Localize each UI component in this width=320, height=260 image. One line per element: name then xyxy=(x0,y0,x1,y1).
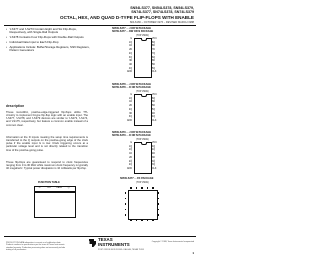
fk-right-pins xyxy=(158,192,160,216)
table-header: CLK xyxy=(46,187,52,189)
pin-label: 1Q xyxy=(128,145,132,148)
pin-label: 7Q xyxy=(152,52,156,55)
left-pin-labels xyxy=(120,94,132,124)
production-data-notice: PRODUCTION DATA information is current as of publication date. Products conform to specifications per the terms of Texas Instruments standard warranty. Production processing does not necessarily include testing of all parameters. xyxy=(6,242,66,251)
feature-item: • Individual Data Input to Each Flip-Flop xyxy=(6,41,92,44)
right-pin-labels xyxy=(152,142,166,172)
pin-label: 3Q̄ xyxy=(152,160,156,163)
pin-label: 6D xyxy=(152,101,155,104)
pin-label: 4D xyxy=(129,63,132,66)
package-label xyxy=(112,28,153,34)
pin-label: 2D xyxy=(129,105,132,108)
pin-label: 5Q xyxy=(152,108,156,111)
pin xyxy=(152,220,154,222)
ic-package-dip20 xyxy=(134,38,152,78)
pin-label: 3Q xyxy=(128,56,132,59)
part-numbers-line2: SN74LS377, SN74LS378, SN74LS379 xyxy=(131,10,194,15)
pin-label: GND xyxy=(126,167,132,170)
package-label-line: SN74LS377 ... DW OR N PACKAGE xyxy=(112,29,154,33)
pin-label: 1Q̄ xyxy=(128,149,132,152)
pin xyxy=(125,192,127,194)
left-pin-labels xyxy=(120,142,132,172)
package-label xyxy=(112,84,151,90)
right-pin-labels xyxy=(152,94,166,124)
pin xyxy=(125,198,127,200)
pin-label: 3Q xyxy=(152,164,156,167)
package-label xyxy=(120,178,153,181)
description-paragraph-3: These flip-flops are guaranteed to respond to clock frequencies ranging from 0 to 30 MHz while maximum clock frequency is typically 40 megahertz. Typical power dissipation is 10 milliwatts per flip-flop. xyxy=(6,161,88,171)
pin xyxy=(130,187,132,189)
header-rule xyxy=(4,25,196,26)
pin-label: 1D xyxy=(129,101,132,104)
pin-label: 2Q xyxy=(128,108,132,111)
pin-label: VCC xyxy=(152,142,157,144)
fk-left-pins xyxy=(125,192,127,216)
document-subtitle: SDLS166 – OCTOBER 1976 – REVISED MARCH 1988 xyxy=(129,21,194,24)
pin-label: GND xyxy=(126,71,132,74)
table-header: DATA xyxy=(56,187,62,189)
pin-label: CLK xyxy=(152,167,157,170)
pin-label: 4Q xyxy=(152,116,156,119)
texas-instruments-logo-icon xyxy=(88,238,97,248)
left-pin-labels xyxy=(120,38,132,75)
pin-label: 2Q̄ xyxy=(128,160,132,163)
pin xyxy=(141,220,143,222)
pin xyxy=(125,209,127,211)
top-view-note: (TOP VIEW) xyxy=(136,181,149,184)
pin xyxy=(136,220,138,222)
pin-label: GND xyxy=(126,119,132,122)
pin-label: 2D xyxy=(129,156,132,159)
pin-label: 4Q̄ xyxy=(152,149,156,152)
pin-label: 3D xyxy=(129,112,132,115)
pin-label: G xyxy=(130,38,132,40)
brand-name xyxy=(98,238,130,247)
pin-label: 4D xyxy=(152,112,155,115)
package-label-line: SN74LS378 ... D OR N PACKAGE xyxy=(112,85,151,89)
feature-item: • Applications Include: Buffer/Storage Registers, Shift Registers, Pattern Generators xyxy=(6,46,92,53)
pin-label: 4D xyxy=(152,153,155,156)
pin-label: 1D xyxy=(129,45,132,48)
package-label xyxy=(112,132,151,138)
document-title xyxy=(60,15,194,20)
pin-label: 1Q xyxy=(128,97,132,100)
table-header: G xyxy=(38,187,41,189)
pin1-notch xyxy=(141,142,147,145)
pin-label: 3Q xyxy=(128,116,132,119)
pin xyxy=(158,214,160,216)
pin-label: 1Q xyxy=(128,41,132,44)
pin-label: 6Q xyxy=(152,97,156,100)
ic-package-dip16 xyxy=(134,94,152,126)
pin xyxy=(130,220,132,222)
package-label-line: SN54LS378 ... J OR W PACKAGE xyxy=(112,83,151,86)
pin xyxy=(147,187,149,189)
package-label-line: SN54LS377 ... FK PACKAGE xyxy=(120,177,154,180)
pin-label: 8D xyxy=(152,45,155,48)
top-view-note: (TOP VIEW) xyxy=(136,90,149,93)
pin-label: 8Q xyxy=(152,41,156,44)
feature-item: • 'LS378 Contains Four Flip-Flops with Double-Rail Outputs xyxy=(6,36,92,39)
pin-label: VCC xyxy=(152,38,157,40)
ic-package-fk xyxy=(128,190,158,220)
function-table-title: FUNCTION TABLE xyxy=(38,181,60,184)
pin-label: 1D xyxy=(129,153,132,156)
pin xyxy=(147,220,149,222)
brand-line: INSTRUMENTS xyxy=(98,241,130,247)
pin-label: VCC xyxy=(152,94,157,96)
description-heading: description xyxy=(6,104,25,108)
pin-label: G xyxy=(130,142,132,144)
pin-label: 5Q xyxy=(152,67,156,70)
pin xyxy=(125,203,127,205)
pin xyxy=(136,187,138,189)
copyright-notice: Copyright © 1988, Texas Instruments Incorporated xyxy=(151,241,194,243)
fk-top-pins xyxy=(130,187,154,189)
fk-bottom-pins xyxy=(130,220,154,222)
pin xyxy=(141,187,143,189)
part-numbers-line1: SN54LS377, SN54LS378, SN54LS379, xyxy=(130,6,194,10)
pin-label: 5D xyxy=(152,105,155,108)
package-label-line: SN54LS377 ... J OR W PACKAGE xyxy=(112,27,151,30)
package-label-line: SN54LS379 ... J OR W PACKAGE xyxy=(112,131,151,134)
right-pin-labels xyxy=(152,38,166,75)
pin1-notch xyxy=(141,94,147,97)
pin-label: 2Q xyxy=(128,52,132,55)
part-numbers xyxy=(130,6,194,15)
top-view-note: (TOP VIEW) xyxy=(136,138,149,141)
document-title-line1: OCTAL, HEX, AND QUAD D-TYPE FLIP-FLOPS WITH ENABLE xyxy=(60,15,194,20)
pin-label: 2Q xyxy=(128,164,132,167)
pin-label: 5D xyxy=(152,63,155,66)
ic-package-dip16 xyxy=(134,142,152,174)
package-label-line: SN74LS379 ... D OR N PACKAGE xyxy=(112,133,151,137)
page-number: 1 xyxy=(192,251,194,255)
pin xyxy=(152,187,154,189)
pin-label: G xyxy=(130,94,132,96)
pin-label: 7D xyxy=(152,49,155,52)
feature-list xyxy=(6,28,92,54)
brand-line: TEXAS xyxy=(98,237,113,242)
pin xyxy=(158,203,160,205)
pin xyxy=(158,209,160,211)
pin-label: 3D xyxy=(152,156,155,159)
feature-item: • 'LS377 and 'LS273 Contain Eight and Six Flip-Flops, Respectively, with Single-Rail Outputs xyxy=(6,28,92,35)
pin1-notch xyxy=(141,38,147,41)
pin-label: CLK xyxy=(152,119,157,122)
top-view-note: (TOP VIEW) xyxy=(136,34,149,37)
pin xyxy=(158,198,160,200)
pin-label: 6D xyxy=(152,60,155,63)
company-address: POST OFFICE BOX 655303 • DALLAS, TEXAS 75265 xyxy=(98,248,144,251)
table-header: Q xyxy=(67,187,70,189)
pin-label: 3D xyxy=(129,60,132,63)
pin-label: 4Q xyxy=(152,145,156,148)
pin-label: 6Q xyxy=(152,56,156,59)
pin-label: 4Q xyxy=(128,67,132,70)
description-paragraph-1: These monolithic, positive-edge-triggered flip-flops utilize TTL circuitry to implement D-type flip-flop logic with an enable input. The 'LS377, 'LS378, and 'LS379 devices are similar to 'LS273, 'LS174, and 'LS175, respectively, but feature a common enable instead of a common clear. xyxy=(6,111,88,127)
table-rule xyxy=(34,191,76,193)
pin-label: 2D xyxy=(129,49,132,52)
description-paragraph-2: Information at the D inputs meeting the setup time requirements is transferred to the Q outputs on the positive-going edge of the clock pulse if the enable input G is low. Clock triggering occurs at a particular voltage level and is not directly related to the transition time of the positive-going pulse. xyxy=(6,136,88,152)
pin xyxy=(158,192,160,194)
pin-label: CLK xyxy=(152,71,157,74)
pin xyxy=(125,214,127,216)
